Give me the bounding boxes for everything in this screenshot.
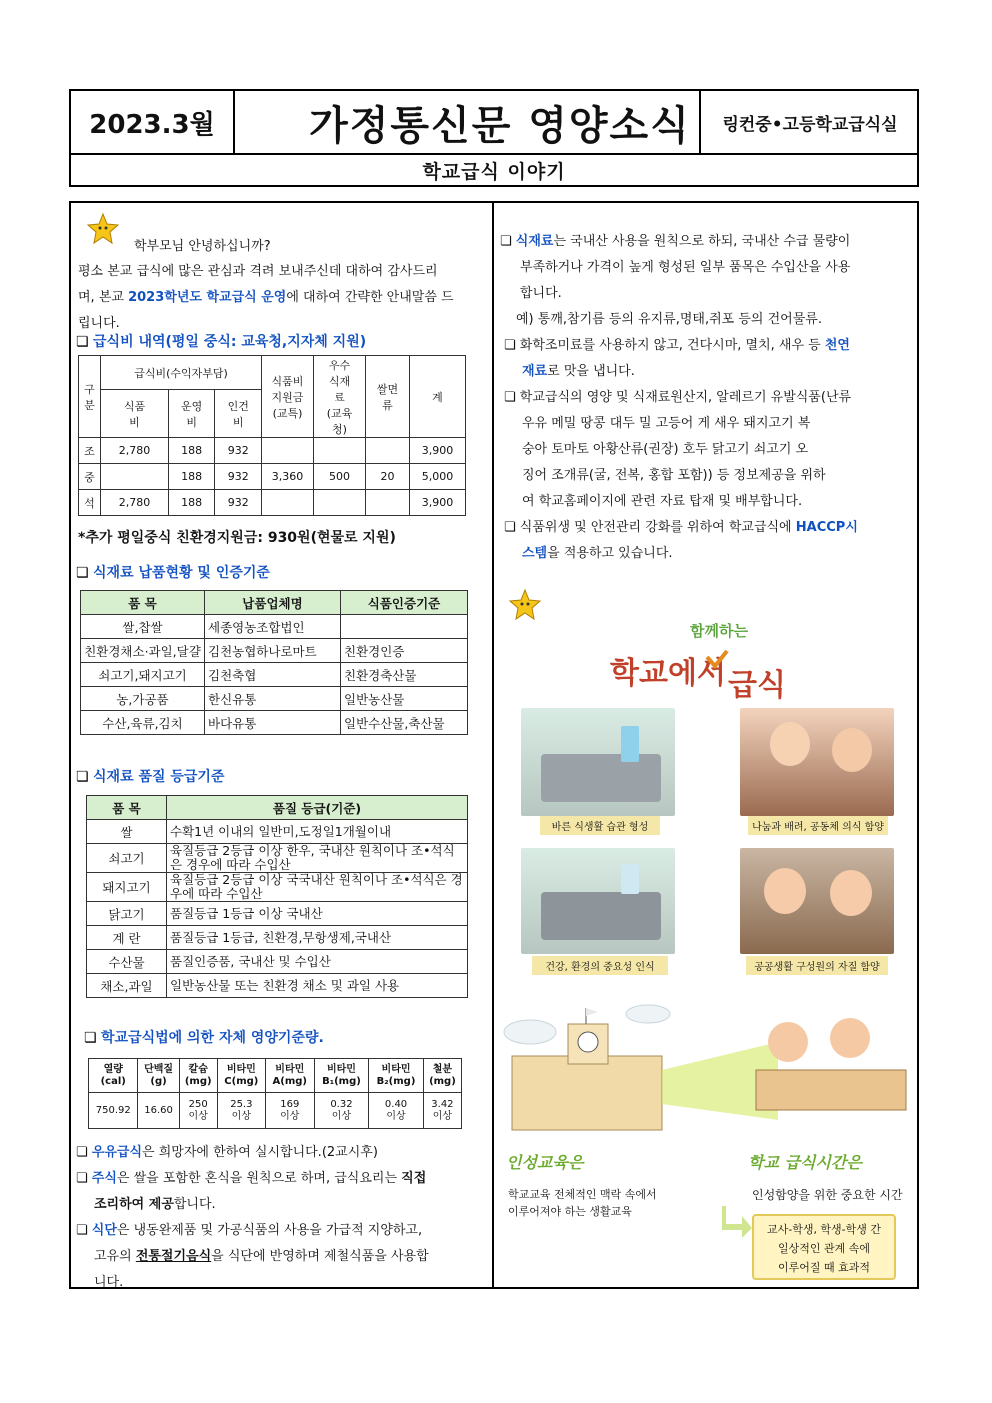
greeting-hello: 학부모님 안녕하십니까? — [134, 239, 271, 254]
table-row — [87, 950, 468, 974]
quality-th: 품질 등급(기준) — [167, 796, 468, 820]
table-row — [81, 639, 468, 663]
nutri-th: 단백질 (g) — [138, 1059, 179, 1093]
note-example: 예) 통깨,참기름 등의 유지류,명태,쥐포 등의 건어물류. — [516, 312, 822, 327]
quality-cell: 쌀 — [87, 820, 167, 844]
fee-cell — [314, 438, 366, 464]
quality-cell: 돼지고기 — [87, 873, 167, 902]
table-row — [81, 687, 468, 711]
quality-cell: 육질등급 2등급 이상 한우, 국내산 원칙이나 조•석식은 경우에 따라 수입산 — [167, 844, 468, 873]
table-row — [87, 926, 468, 950]
nutri-cell: 16.60 — [138, 1093, 179, 1129]
fee-cell: 5,000 — [410, 464, 466, 490]
page-subtitle: 학교급식 이야기 — [71, 153, 917, 185]
header-box — [69, 89, 919, 187]
right-notes — [500, 229, 914, 567]
greeting-line: 립니다. — [78, 316, 120, 331]
note-key: HACCP시 — [795, 520, 858, 535]
fee-cell: 조 — [79, 438, 101, 464]
note-key: 스템 — [522, 546, 548, 561]
note-line: 합니다. — [520, 286, 562, 301]
nutri-th: 비타민 B₁(mg) — [314, 1059, 369, 1093]
note-text: 로 맛을 냅니다. — [547, 364, 635, 379]
note-rice-cont — [76, 1192, 488, 1218]
effect-box — [752, 1214, 896, 1280]
note-bold: 조리하여 제공 — [94, 1197, 174, 1212]
ingredient-note: ❏ 식재료는 국내산 사용을 원칙으로 하되, 국내산 수급 물량이 — [500, 234, 851, 249]
nutri-cell: 3.42 이상 — [423, 1093, 461, 1129]
poster-together: 함께하는 — [690, 622, 748, 640]
quality-table — [86, 795, 468, 998]
fee-th: 인건 비 — [215, 390, 262, 438]
nutri-th: 철분 (mg) — [423, 1059, 461, 1093]
caption: 공공생활 구성원의 자질 함양 — [746, 956, 888, 975]
quality-cell: 품질인증품, 국내산 및 수입산 — [167, 950, 468, 974]
fee-cell: 188 — [168, 438, 215, 464]
table-row — [87, 902, 468, 926]
nutri-cell: 25.3 이상 — [217, 1093, 265, 1129]
note-text: 은 쌀을 포함한 혼식을 원칙으로 하며, 급식요리는 — [116, 1171, 402, 1186]
fee-cell: 3,360 — [262, 464, 314, 490]
note-line: 징어 조개류(굴, 전복, 홍합 포함)) 등 정보제공을 위하 — [522, 468, 826, 483]
fee-cell: 2,780 — [101, 438, 169, 464]
note-bold: 직접 — [401, 1171, 427, 1186]
note-line: 부족하거나 가격이 높게 형성된 일부 품목은 수입산을 사용 — [520, 260, 851, 275]
fee-cell: 2,780 — [101, 490, 169, 516]
fee-th: 급식비(수익자부담) — [101, 356, 262, 390]
fee-cell: 500 — [314, 464, 366, 490]
nutri-cell: 250 이상 — [179, 1093, 217, 1129]
table-row — [79, 438, 466, 464]
fee-body — [79, 438, 466, 516]
table-row — [81, 711, 468, 735]
nutri-th: 비타민 B₂(mg) — [369, 1059, 424, 1093]
fee-th: 우수 식재 료 (교육 청) — [314, 356, 366, 438]
caption: 나눔과 배려, 공동체 의식 함양 — [748, 816, 888, 835]
note-key: 천연 — [824, 338, 850, 353]
quality-cell: 쇠고기 — [87, 844, 167, 873]
nutri-header-row — [89, 1059, 462, 1093]
quality-cell: 일반농산물 또는 친환경 채소 및 과일 사용 — [167, 974, 468, 998]
fee-cell — [366, 438, 410, 464]
greeting-text: 며, 본교 — [78, 290, 129, 305]
fee-cell: 932 — [215, 464, 262, 490]
table-row — [79, 464, 466, 490]
caption: 바른 식생활 습관 형성 — [540, 816, 660, 835]
note-text: 식품위생 및 안전관리 강화를 위하여 학교급식에 — [519, 520, 796, 535]
fee-cell — [262, 490, 314, 516]
nutri-table — [88, 1058, 462, 1129]
note-text: 합니다. — [173, 1197, 216, 1212]
chem-note-cont — [500, 359, 914, 385]
supply-heading-text: 식재료 납품현황 및 인증기준 — [93, 565, 270, 581]
supply-body — [81, 615, 468, 735]
note-key: 주식 — [91, 1171, 117, 1186]
quality-heading: ❏ 식재료 품질 등급기준 — [76, 769, 225, 785]
quality-cell: 닭고기 — [87, 902, 167, 926]
supply-cell: 쌀,찹쌀 — [81, 615, 205, 639]
fee-cell: 188 — [168, 464, 215, 490]
school-name: 링컨중•고등학교급식실 — [699, 91, 919, 153]
table-row — [87, 974, 468, 998]
note-text: 는 국내산 사용을 원칙으로 하되, 국내산 수급 물량이 — [553, 234, 851, 249]
quality-cell: 육질등급 2등급 이상 국국내산 원칙이나 조•석식은 경우에 따라 수입산 — [167, 873, 468, 902]
supply-cell: 바다유통 — [205, 711, 341, 735]
supply-heading: ❏ 식재료 납품현황 및 인증기준 — [76, 565, 270, 581]
haccp-note-cont — [500, 541, 914, 567]
note-milk: ❏ 우유급식은 희망자에 한하여 실시합니다.(2교시후) — [76, 1145, 378, 1160]
nutri-cell: 0.40 이상 — [369, 1093, 424, 1129]
nutri-th: 칼슘 (mg) — [179, 1059, 217, 1093]
box-line: 이루어질 때 효과적 — [777, 1261, 870, 1274]
tray-photo — [521, 708, 675, 816]
fee-cell — [366, 490, 410, 516]
supply-table — [80, 590, 468, 735]
table-row — [81, 663, 468, 687]
children-photo — [740, 848, 894, 954]
quality-cell: 계 란 — [87, 926, 167, 950]
nutri-th: 열량 (cal) — [89, 1059, 138, 1093]
check-icon — [704, 648, 730, 670]
quality-cell: 수산물 — [87, 950, 167, 974]
sharing-photo — [740, 708, 894, 816]
supply-th: 납품업체명 — [205, 591, 341, 615]
chem-note: ❏ 화학조미료를 사용하지 않고, 건다시마, 멸치, 새우 등 천연 — [504, 338, 850, 353]
fee-heading: ❏ 급식비 내역(평일 중식: 교육청,지자체 지원) — [76, 334, 367, 350]
supply-cell: 친환경인증 — [341, 639, 468, 663]
fee-th: 쌀면 류 — [366, 356, 410, 438]
nutri-cell: 750.92 — [89, 1093, 138, 1129]
fee-cell: 3,900 — [410, 438, 466, 464]
supply-cell: 김천농협하나로마트 — [205, 639, 341, 663]
fee-cell: 3,900 — [410, 490, 466, 516]
quality-cell: 채소,과일 — [87, 974, 167, 998]
supply-cell: 일반수산물,축산물 — [341, 711, 468, 735]
fee-th: 식품 비 — [101, 390, 169, 438]
note-line: 숭아 토마토 아황산류(권장) 호두 닭고기 쇠고기 오 — [522, 442, 809, 457]
quality-body — [87, 820, 468, 998]
fee-cell — [314, 490, 366, 516]
arrow-icon — [722, 1204, 754, 1238]
note-text: 학교급식의 영양 및 식재료원산지, 알레르기 유발식품(난류 — [519, 390, 852, 405]
quality-cell: 품질등급 1등급, 친환경,무항생제,국내산 — [167, 926, 468, 950]
table-row — [79, 490, 466, 516]
notes-block — [76, 1140, 488, 1296]
quality-cell: 수확1년 이내의 일반미,도정일1개월이내 — [167, 820, 468, 844]
school-illustration — [498, 1000, 908, 1140]
desc-line: 이루어져야 하는 생활교육 — [508, 1205, 632, 1218]
note-diet-end: 니다. — [94, 1275, 124, 1290]
caption: 건강, 환경의 중요성 인식 — [532, 956, 668, 975]
box-line: 일상적인 관계 속에 — [777, 1242, 870, 1255]
fee-th: 식품비 지원금 (교특) — [262, 356, 314, 438]
nutri-th: 비타민 A(mg) — [265, 1059, 314, 1093]
fee-th: 운영 비 — [168, 390, 215, 438]
page-title: 가정통신문 영양소식 — [309, 102, 691, 149]
supply-th: 품 목 — [81, 591, 205, 615]
note-text: 화학조미료를 사용하지 않고, 건다시마, 멸치, 새우 등 — [519, 338, 825, 353]
fee-table — [78, 355, 466, 516]
note-rice: ❏ 주식은 쌀을 포함한 혼식을 원칙으로 하며, 급식요리는 직접 — [76, 1171, 427, 1186]
supply-cell: 한신유통 — [205, 687, 341, 711]
nutri-value-row — [89, 1093, 462, 1129]
note-diet-cont — [76, 1244, 488, 1270]
greeting-highlight: 2023학년도 학교급식 운영 — [128, 290, 287, 305]
desc-line: 학교교육 전체적인 맥락 속에서 — [508, 1188, 657, 1201]
fee-extra: *추가 평일중식 친환경지원금: 930원(현물로 지원) — [78, 530, 396, 546]
note-key: 식단 — [91, 1223, 117, 1238]
star-icon — [86, 212, 120, 246]
note-key: 재료 — [522, 364, 548, 379]
note-key: 우유급식 — [91, 1145, 143, 1160]
note-text: 은 냉동완제품 및 가공식품의 사용을 가급적 지양하고, — [116, 1223, 423, 1238]
supply-cell: 농,가공품 — [81, 687, 205, 711]
nutri-th: 비타민 C(mg) — [217, 1059, 265, 1093]
allergy-note: ❏ 학교급식의 영양 및 식재료원산지, 알레르기 유발식품(난류 — [504, 390, 852, 405]
note-line: 여 학교홈페이지에 관련 자료 탑재 및 배부합니다. — [522, 494, 803, 509]
quality-cell: 품질등급 1등급 이상 국내산 — [167, 902, 468, 926]
greeting-line — [78, 285, 490, 311]
fee-cell — [262, 438, 314, 464]
supply-cell — [341, 615, 468, 639]
note-text: 은 희망자에 한하여 실시합니다.(2교시후) — [142, 1145, 378, 1160]
note-text: 을 적용하고 있습니다. — [547, 546, 673, 561]
nutri-heading: ❏ 학교급식법에 의한 자체 영양기준량. — [84, 1030, 324, 1046]
supply-cell: 쇠고기,돼지고기 — [81, 663, 205, 687]
star-icon — [508, 588, 542, 622]
fee-th: 계 — [410, 356, 466, 438]
quality-th: 품 목 — [87, 796, 167, 820]
note-line: 우유 메밀 땅콩 대두 밀 고등어 게 새우 돼지고기 복 — [522, 416, 811, 431]
fee-cell: 188 — [168, 490, 215, 516]
meal-time-desc: 인성함양을 위한 중요한 시간 — [752, 1188, 903, 1202]
poster-school: 학교에서 — [610, 656, 726, 691]
fee-cell: 932 — [215, 438, 262, 464]
char-edu-title: 인성교육은 — [506, 1153, 584, 1172]
greeting-line: 평소 본교 급식에 많은 관심과 격려 보내주신데 대하여 감사드리 — [78, 264, 438, 279]
fee-cell: 932 — [215, 490, 262, 516]
table-row — [87, 820, 468, 844]
meal-time-title: 학교 급식시간은 — [748, 1153, 862, 1172]
empty-tray-photo — [521, 848, 675, 954]
supply-th: 식품인증기준 — [341, 591, 468, 615]
supply-cell: 친환경채소·과일,달걀 — [81, 639, 205, 663]
fee-cell: 석 — [79, 490, 101, 516]
note-text: 고유의 — [94, 1249, 136, 1264]
greeting-text: 에 대하여 간략한 안내말씀 드 — [286, 290, 454, 305]
note-bold: 전통절기음식 — [135, 1249, 212, 1264]
poster-meal: 급식 — [728, 668, 786, 703]
greeting-paragraph — [78, 259, 490, 337]
supply-cell: 김천축협 — [205, 663, 341, 687]
note-text: 을 식단에 반영하며 제철식품을 사용합 — [211, 1249, 429, 1264]
box-line: 교사-학생, 학생-학생 간 — [766, 1223, 882, 1236]
quality-heading-text: 식재료 품질 등급기준 — [93, 769, 225, 785]
table-row — [87, 873, 468, 902]
supply-cell: 수산,육류,김치 — [81, 711, 205, 735]
haccp-note: ❏ 식품위생 및 안전관리 강화를 위하여 학교급식에 HACCP시 — [504, 520, 858, 535]
column-divider — [492, 201, 494, 1289]
fee-th: 구 분 — [79, 356, 101, 438]
fee-cell: 20 — [366, 464, 410, 490]
supply-cell: 일반농산물 — [341, 687, 468, 711]
note-key: 식재료 — [515, 234, 554, 249]
issue-date: 2023.3월 — [71, 91, 235, 153]
char-edu-desc — [508, 1186, 657, 1220]
nutri-heading-text: 학교급식법에 의한 자체 영양기준량. — [101, 1030, 324, 1046]
nutri-cell: 169 이상 — [265, 1093, 314, 1129]
supply-cell: 친환경축산물 — [341, 663, 468, 687]
note-diet: ❏ 식단은 냉동완제품 및 가공식품의 사용을 가급적 지양하고, — [76, 1223, 423, 1238]
table-row — [87, 844, 468, 873]
table-row — [81, 615, 468, 639]
supply-cell: 세종영농조합법인 — [205, 615, 341, 639]
fee-heading-text: 급식비 내역(평일 중식: 교육청,지자체 지원) — [93, 334, 367, 350]
fee-cell — [101, 464, 169, 490]
fee-cell: 중 — [79, 464, 101, 490]
nutri-cell: 0.32 이상 — [314, 1093, 369, 1129]
